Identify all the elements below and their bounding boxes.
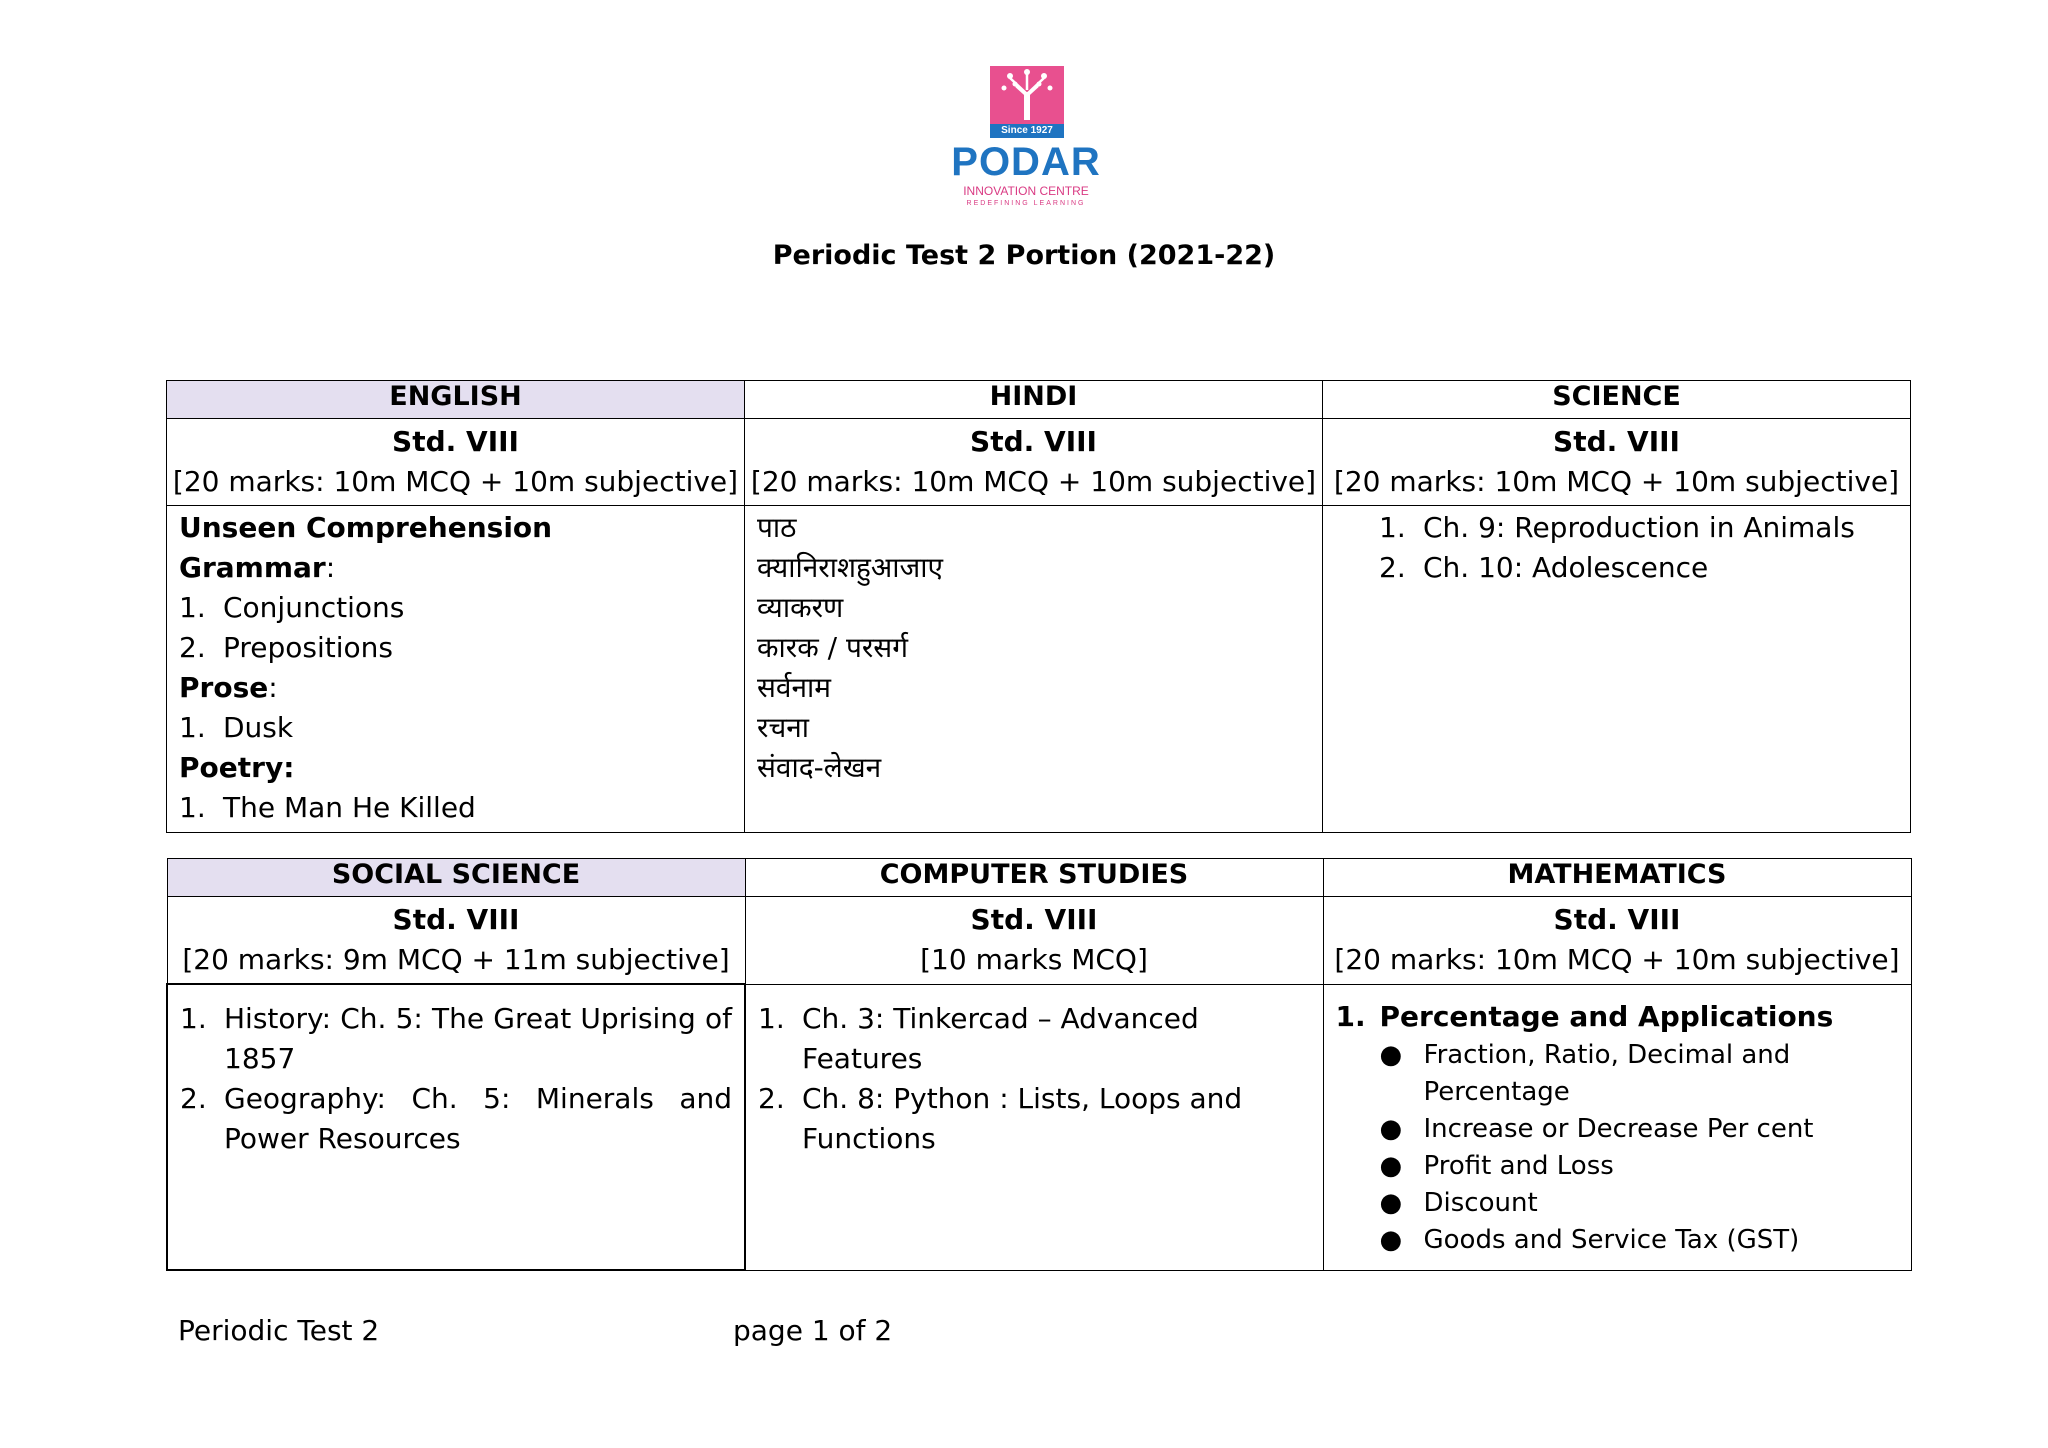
hindi-line: रचना: [757, 711, 810, 744]
page-title: Periodic Test 2 Portion (2021-22): [772, 240, 1276, 271]
std-label: Std. VIII: [970, 903, 1098, 936]
logo-tagline: REDEFINING LEARNING: [966, 200, 1086, 207]
std-label: Std. VIII: [392, 425, 519, 458]
list-item: 2. Geography: Ch. 5: Minerals and Power Resources: [180, 1082, 732, 1155]
logo-subtitle: INNOVATION CENTRE: [963, 184, 1089, 198]
prose-heading: Prose:: [179, 671, 278, 704]
list-item: 2. Ch. 10: Adolescence: [1379, 551, 1709, 584]
std-label: Std. VIII: [392, 903, 520, 936]
social-science-std: [167, 897, 745, 985]
list-item: 1. The Man He Killed: [179, 791, 476, 824]
poetry-heading: Poetry:: [179, 751, 295, 784]
science-portion: [1323, 506, 1911, 833]
list-item: ● Fraction, Ratio, Decimal and Percentage: [1379, 1039, 1791, 1107]
computer-studies-header: COMPUTER STUDIES: [745, 859, 1323, 897]
social-science-portion: [167, 984, 745, 1270]
hindi-portion: [745, 506, 1323, 833]
logo-since: Since 1927: [990, 124, 1064, 138]
hindi-header: HINDI: [745, 381, 1323, 419]
hindi-line: व्याकरण: [757, 591, 844, 624]
list-item: 2. Ch. 8: Python : Lists, Loops and Functions: [758, 1081, 1243, 1155]
english-std: [167, 419, 745, 506]
hindi-std: [745, 419, 1323, 506]
std-label: Std. VIII: [1553, 903, 1681, 936]
list-item: 1. History: Ch. 5: The Great Uprising of 1857: [180, 1002, 732, 1075]
podar-logo: [935, 66, 1117, 222]
marks-label: [20 marks: 10m MCQ + 10m subjective]: [750, 465, 1317, 498]
hindi-line: कारक / परसर्ग: [757, 631, 908, 664]
list-item: ● Goods and Service Tax (GST): [1379, 1224, 1800, 1255]
logo-name: PODAR: [951, 140, 1101, 184]
hindi-line: सर्वनाम: [757, 671, 832, 704]
marks-label: [20 marks: 10m MCQ + 10m subjective]: [1333, 465, 1900, 498]
english-portion: [167, 506, 745, 833]
computer-studies-std: [745, 897, 1323, 985]
list-item: 1. Conjunctions: [179, 591, 405, 624]
mathematics-header: MATHEMATICS: [1323, 859, 1911, 897]
list-item: ● Profit and Loss: [1379, 1150, 1614, 1181]
science-std: [1323, 419, 1911, 506]
footer-page-number: page 1 of 2: [733, 1314, 893, 1347]
std-label: Std. VIII: [970, 425, 1097, 458]
computer-studies-portion: [745, 984, 1323, 1270]
list-item: 1. Dusk: [179, 711, 294, 744]
list-item: 1. Ch. 3: Tinkercad – Advanced Features: [758, 1001, 1199, 1075]
list-item: ● Discount: [1379, 1187, 1538, 1218]
list-item: 1. Ch. 9: Reproduction in Animals: [1379, 511, 1855, 544]
footer-test-name: Periodic Test 2: [178, 1314, 380, 1347]
portion-table-1: [166, 380, 1911, 833]
science-header: SCIENCE: [1323, 381, 1911, 419]
marks-label: [20 marks: 10m MCQ + 10m subjective]: [172, 465, 739, 498]
unseen-heading: Unseen Comprehension: [179, 511, 553, 544]
mathematics-portion: [1323, 984, 1911, 1270]
marks-label: [20 marks: 9m MCQ + 11m subjective]: [182, 943, 730, 976]
maths-topic: 1. Percentage and Applications: [1335, 999, 1834, 1033]
mathematics-std: [1323, 897, 1911, 985]
hindi-line: पाठ: [757, 511, 797, 544]
list-item: 2. Prepositions: [179, 631, 394, 664]
grammar-heading: Grammar:: [179, 551, 336, 584]
hindi-line: क्यानिराशहुआजाए: [757, 551, 944, 584]
portion-table-2: [166, 858, 1912, 1271]
english-header: ENGLISH: [167, 381, 745, 419]
marks-label: [20 marks: 10m MCQ + 10m subjective]: [1334, 943, 1900, 976]
social-science-header: SOCIAL SCIENCE: [167, 859, 745, 897]
marks-label: [10 marks MCQ]: [920, 943, 1148, 976]
hindi-line: संवाद-लेखन: [757, 751, 882, 784]
list-item: ● Increase or Decrease Per cent: [1379, 1113, 1814, 1144]
std-label: Std. VIII: [1553, 425, 1680, 458]
